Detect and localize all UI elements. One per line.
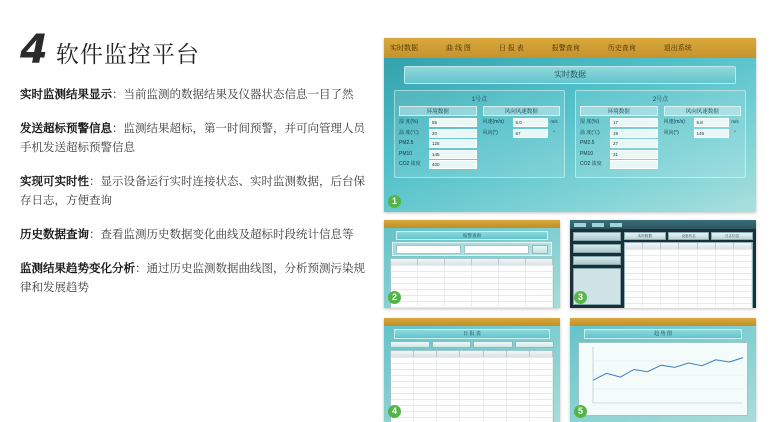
data-row [483,118,561,129]
chart-svg [579,343,747,413]
menubar[interactable] [384,318,560,326]
data-row [580,139,658,150]
table-row[interactable] [391,381,553,387]
toolbar-icon[interactable] [574,223,586,227]
table-row[interactable] [625,261,752,267]
bullet-text: 显示设备运行实时连接状态、实时监测数据，后台保存日志，方便查询 [20,176,365,207]
column-header [526,259,553,265]
table-row[interactable] [391,307,553,308]
settings-button[interactable] [573,256,621,265]
table-header [391,259,553,265]
column-header [391,351,414,357]
connect-button[interactable] [573,232,621,241]
table-row[interactable] [625,303,752,308]
bullet-separator: ： [135,263,147,275]
table-row[interactable] [391,363,553,369]
status-badge: 4 [388,405,401,418]
column-header [499,259,526,265]
realtime-data-body [384,58,756,184]
row-unit: ° [734,129,736,135]
data-row [580,118,658,129]
station-blocks [399,106,560,171]
row-value: 17 [610,118,658,127]
block-title: 风向风速数据 [483,106,561,116]
column-header [507,351,530,357]
table-row[interactable] [625,273,752,279]
row-value: 67 [513,129,549,138]
data-row [664,129,742,140]
table-row[interactable] [625,267,752,273]
station-panel-2 [575,90,746,178]
column-header [716,243,734,249]
row-value: 145 [429,150,477,159]
gridlines [593,347,743,403]
table-row[interactable] [391,405,553,411]
menu-item-alarm-query[interactable]: 报警查询 [551,45,580,52]
table-row[interactable] [391,289,553,295]
bullet-separator: ： [112,123,124,135]
menubar[interactable] [570,318,756,326]
station-label: 2号点 [652,97,669,103]
start-time-input[interactable] [396,245,461,254]
menu-item-exit[interactable]: 退出系统 [663,45,692,52]
table-row[interactable] [391,283,553,289]
row-label: PM10 [580,150,594,157]
column-header [437,351,460,357]
table-row[interactable] [625,291,752,297]
bullet-separator: ： [89,176,101,188]
screenshot-trend-chart[interactable] [570,318,756,422]
row-label: CO2 浓度 [580,161,602,167]
column-header [698,243,716,249]
table-header [391,351,553,357]
row-label: 风速(m/s) [482,119,504,125]
table-row[interactable] [391,393,553,399]
row-value: 55 [429,118,477,127]
window-title: 报警查询 [396,231,548,240]
station-label: 1号点 [471,97,488,103]
bullet-text: 监测结果超标，第一时间预警，并可向管理人员手机发送超标预警信息 [20,123,365,154]
window-title: 日 报 表 [394,329,550,339]
menubar[interactable] [384,38,756,58]
data-row [664,118,742,129]
column-header [734,243,752,249]
bullet-text: 通过历史监测数据曲线图，分析预测污染规律和发展趋势 [20,263,365,294]
console-body [570,229,756,308]
bullet-lead: 实时监测结果显示 [20,89,112,101]
bullet-text: 当前监测的数据结果及仪器状态信息一目了然 [123,89,354,101]
row-value: 20 [429,129,477,138]
toolbar-icon[interactable] [610,223,622,227]
list-item [20,226,372,245]
column-header [679,243,697,249]
window-title: 实时数据 [404,66,736,84]
row-value [610,160,658,169]
bullet-lead: 监测结果趋势变化分析 [20,263,135,275]
block-title: 环境数据 [580,106,658,116]
menubar[interactable] [384,220,560,228]
column-header [484,351,507,357]
station-columns [394,90,746,178]
block-title: 环境数据 [399,106,477,116]
data-row [580,160,658,171]
row-label: 风向(°) [663,129,679,136]
column-header [530,351,553,357]
column-header [414,351,437,357]
row-label: 湿 度(%) [399,119,419,125]
table-row[interactable] [391,271,553,277]
bullet-lead: 发送超标预警信息 [20,123,112,135]
block-title: 风向风速数据 [664,106,742,116]
table-row[interactable] [391,301,553,307]
table-row[interactable] [391,369,553,375]
table-header [625,243,752,249]
wind-data-block [483,106,561,171]
station-blocks [580,106,741,171]
table-row[interactable] [391,417,553,422]
table-row[interactable] [391,265,553,271]
data-row [580,150,658,161]
row-label: 风向(°) [482,129,498,136]
column-header [661,243,679,249]
data-row [580,129,658,140]
filter-bar[interactable] [392,242,552,256]
table-row[interactable] [391,375,553,381]
row-unit: ° [553,129,555,135]
slide-heading [20,22,372,73]
alarm-table[interactable] [390,258,554,308]
env-data-block [580,106,658,171]
menu-item-curve[interactable]: 曲 线 图 [446,45,471,52]
column-header [625,243,643,249]
column-header [643,243,661,249]
row-value: 5.8 [694,118,730,127]
query-button[interactable] [432,341,472,348]
list-item [20,120,372,158]
row-unit: m/s [550,119,558,124]
column-header [418,259,445,265]
bullet-separator: ： [89,229,101,241]
table-row[interactable] [625,297,752,303]
row-label: 温 度(℃) [580,129,600,136]
bullet-separator: ： [112,89,124,101]
list-item [20,260,372,298]
screenshot-daily-report[interactable] [384,318,560,422]
report-table[interactable] [390,350,554,422]
status-badge: 3 [574,291,587,304]
row-value: 19 [610,129,658,138]
data-row [399,150,477,161]
tab-log[interactable]: 日志信息 [711,232,753,240]
list-item [20,86,372,105]
bullet-text: 查看监测历史数据变化曲线及超标时段统计信息等 [100,229,354,241]
table-row[interactable] [391,411,553,417]
window-title: 趋 势 图 [584,329,742,339]
row-value: 125 [429,139,477,148]
bullet-lead: 实现可实时性 [20,176,89,188]
data-row [399,118,477,129]
table-row[interactable] [391,295,553,301]
toolbar[interactable] [570,220,756,229]
text-column [20,22,372,402]
screenshot-realtime-data[interactable] [384,38,756,212]
query-button[interactable] [532,245,548,254]
table-row[interactable] [391,277,553,283]
status-badge: 5 [574,405,587,418]
page-title: 软件监控平台 [55,41,200,67]
column-header [391,259,418,265]
print-button[interactable] [515,341,555,348]
row-label: 湿 度(%) [580,119,600,125]
bullet-lead: 历史数据查询 [20,229,89,241]
tab-device-status[interactable]: 设备状态 [668,232,710,240]
slide-number: 4 [20,27,48,73]
table-row[interactable] [391,387,553,393]
data-row [399,139,477,150]
menu-item-realtime[interactable]: 实时数据 [390,45,418,52]
row-unit: m/s [731,119,739,124]
table-row[interactable] [625,255,752,261]
screenshot-alarm-query[interactable] [384,220,560,308]
row-label: PM10 [399,150,413,157]
disconnect-button[interactable] [573,244,621,253]
table-row[interactable] [625,279,752,285]
row-value: 5.0 [513,118,549,127]
column-header [445,259,472,265]
row-label: PM2.5 [399,140,414,146]
row-label: 温 度(℃) [399,129,419,136]
row-value: 400 [429,160,477,169]
status-badge: 2 [388,291,401,304]
trend-chart[interactable] [578,342,748,416]
row-label: PM2.5 [580,140,595,146]
menu-item-daily-report[interactable]: 日 报 表 [498,45,524,52]
report-toolbar[interactable] [390,341,554,348]
bullet-list [20,86,372,298]
data-row [399,129,477,140]
row-value: 31 [610,150,658,159]
data-row [399,160,477,171]
column-header [472,259,499,265]
row-value: 149 [694,129,730,138]
device-table[interactable] [624,242,753,308]
list-item [20,173,372,211]
row-value: 27 [610,139,658,148]
data-row [483,129,561,140]
column-header [460,351,483,357]
export-button[interactable] [473,341,513,348]
menu-item-history-query[interactable]: 历史查询 [607,45,636,52]
status-badge: 1 [388,195,401,208]
table-row[interactable] [625,249,752,255]
table-row[interactable] [391,399,553,405]
date-picker[interactable] [390,341,430,348]
console-main [624,229,756,308]
wind-data-block [664,106,742,171]
screenshot-device-console[interactable] [570,220,756,308]
tab-realtime[interactable]: 实时数据 [624,232,666,240]
env-data-block [399,106,477,171]
row-label: 风速(m/s) [663,119,685,125]
toolbar-icon[interactable] [592,223,604,227]
station-panel-1 [394,90,565,178]
table-row[interactable] [391,357,553,363]
table-row[interactable] [625,285,752,291]
end-time-input[interactable] [464,245,529,254]
row-label: CO2 浓度 [399,161,421,167]
tab-bar[interactable] [624,232,753,240]
